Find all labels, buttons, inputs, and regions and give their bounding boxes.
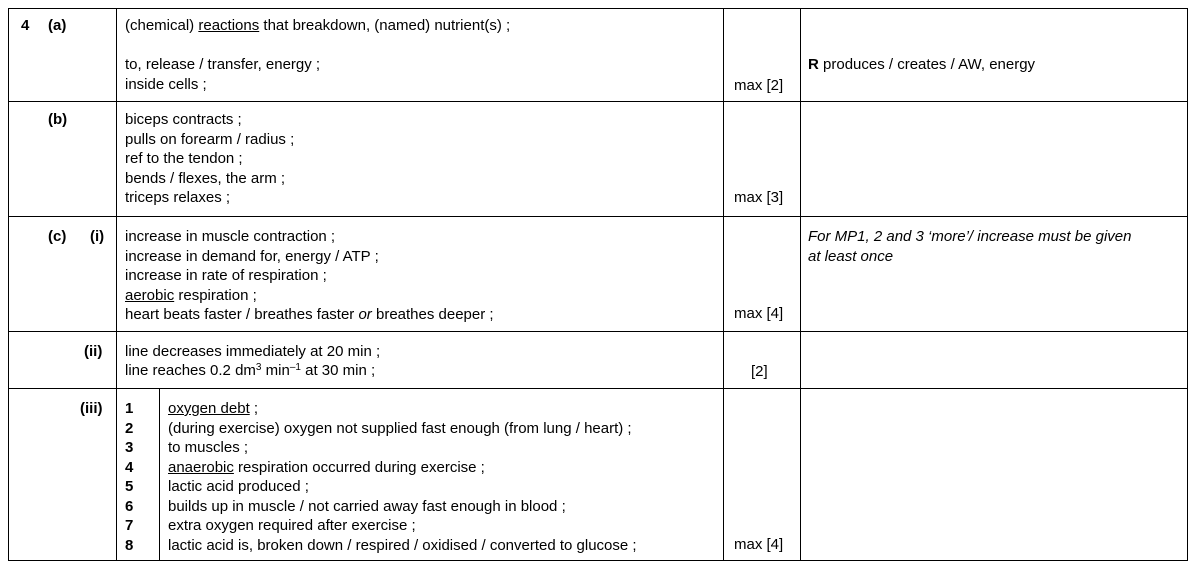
- part-label-c: (c): [48, 228, 67, 245]
- answer-4b: [125, 110, 294, 208]
- point-number: 2: [125, 419, 134, 437]
- answer-line: heart beats faster / breathes faster or breathes deeper ;: [125, 306, 494, 323]
- answer-4ciii: [168, 399, 637, 555]
- answer-line: bends / flexes, the arm ;: [125, 169, 286, 187]
- answer-4a-line3: inside cells ;: [125, 76, 207, 93]
- marking-point: lactic acid produced ;: [168, 478, 309, 495]
- point-number: 3: [125, 439, 134, 456]
- point-number: 4: [125, 458, 134, 476]
- answer-4a-line2: to, release / transfer, energy ;: [125, 56, 321, 73]
- answer-line: pulls on forearm / radius ;: [125, 130, 295, 148]
- subpart-label-ii: (ii): [84, 343, 103, 360]
- part-label-a: (a): [48, 17, 67, 34]
- point-number: 7: [125, 517, 134, 534]
- answer-4cii-line2: line reaches 0.2 $dm^3$ $\min^{-1}$ at 30 min ;: [125, 362, 376, 379]
- marking-point: (during exercise) oxygen not supplied fast enough (from lung / heart) ;: [168, 419, 632, 437]
- answer-line: ref to the tendon ;: [125, 150, 243, 167]
- point-numbers: [125, 399, 133, 555]
- row-4ciii: [8, 389, 1188, 561]
- guidance-line: For MP1, 2 and 3 ‘more’/ increase must be given: [808, 228, 1132, 245]
- answer-line: triceps relaxes ;: [125, 189, 231, 206]
- point-number: 5: [125, 478, 134, 495]
- row-4cii: [8, 332, 1188, 389]
- answer-line: increase in muscle contraction ;: [125, 228, 336, 245]
- guidance-4ci: [808, 227, 1131, 266]
- marking-point: lactic acid is, broken down / respired / oxidised / converted to glucose ;: [168, 536, 637, 554]
- row-4a: [8, 8, 1188, 102]
- subpart-label-iii: (iii): [80, 400, 103, 417]
- answer-line: biceps contracts ;: [125, 111, 242, 128]
- answer-4ci: [125, 227, 494, 325]
- answer-line: aerobic respiration ;: [125, 286, 257, 304]
- guidance-4a: R produces / creates / AW, energy: [808, 56, 1036, 73]
- point-number: 6: [125, 497, 134, 515]
- answer-4a-line1: (chemical) reactions that breakdown, (named) nutrient(s) ;: [125, 17, 511, 34]
- marks-4b: max [3]: [734, 189, 784, 206]
- answer-line: increase in demand for, energy / ATP ;: [125, 247, 379, 265]
- marking-point: anaerobic respiration occurred during exercise ;: [168, 458, 485, 476]
- marking-point: extra oxygen required after exercise ;: [168, 517, 416, 534]
- marking-point: oxygen debt ;: [168, 400, 259, 417]
- guidance-line: at least once: [808, 247, 894, 265]
- marks-4cii: [2]: [751, 363, 768, 380]
- marking-point: builds up in muscle / not carried away fast enough in blood ;: [168, 497, 566, 515]
- part-label-b: (b): [48, 111, 68, 128]
- marks-4a: max [2]: [734, 77, 784, 94]
- marks-4ci: max [4]: [734, 305, 784, 322]
- marking-point: to muscles ;: [168, 439, 249, 456]
- point-number: 1: [125, 400, 134, 417]
- subpart-label-i: (i): [90, 228, 105, 245]
- answer-4cii-line1: line decreases immediately at 20 min ;: [125, 343, 381, 360]
- row-4b: [8, 102, 1188, 217]
- question-number: 4: [21, 17, 30, 34]
- answer-line: increase in rate of respiration ;: [125, 267, 327, 284]
- point-number: 8: [125, 536, 134, 554]
- marks-4ciii: max [4]: [734, 536, 784, 553]
- row-4ci: [8, 217, 1188, 332]
